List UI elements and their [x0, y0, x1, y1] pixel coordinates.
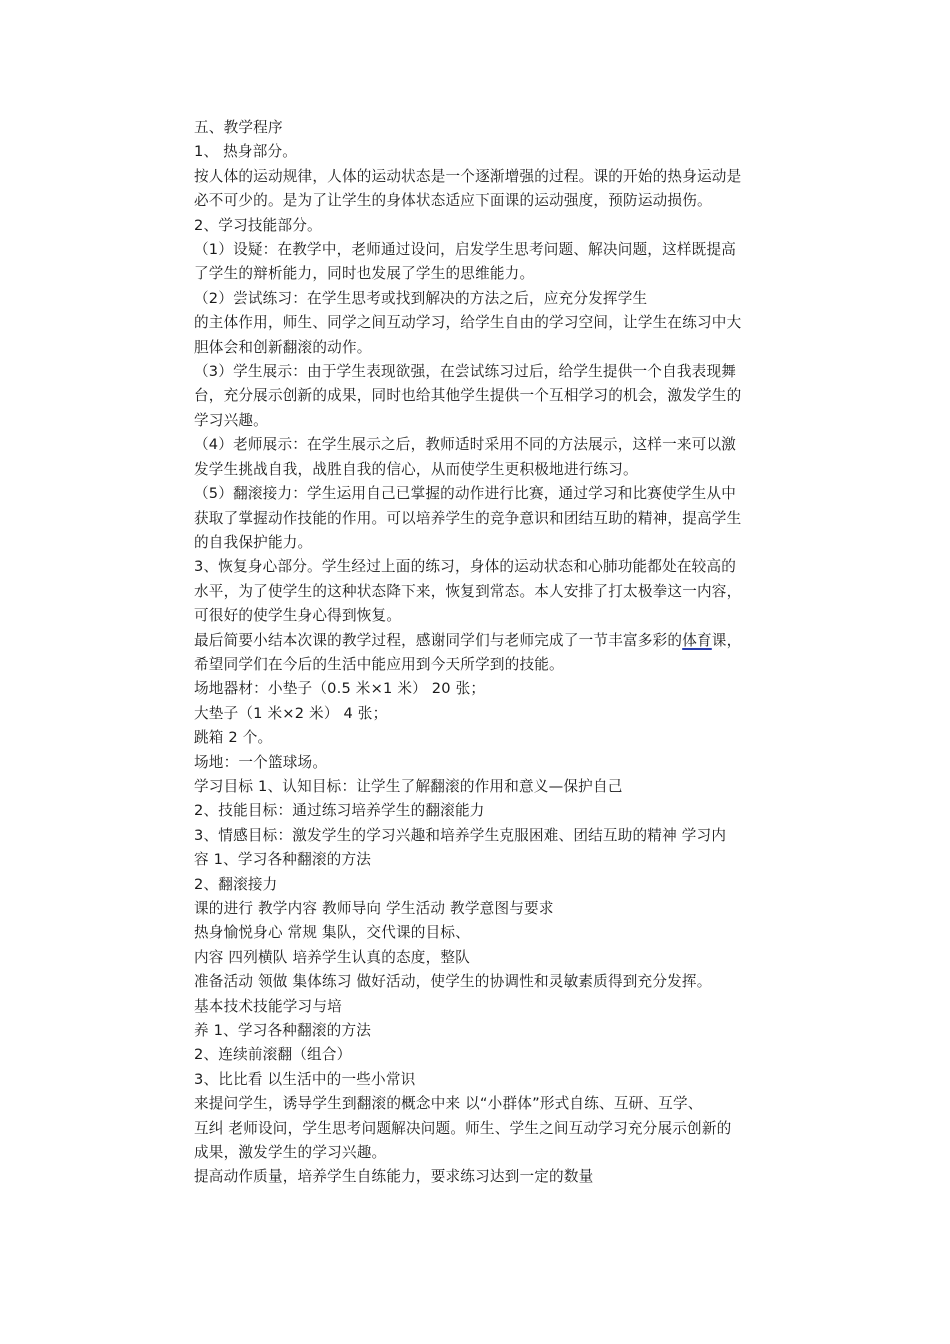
text-line: 学习目标 1、认知目标：让学生了解翻滚的作用和意义—保护自己 [194, 777, 623, 795]
text-line: 互纠 老师设问，学生思考问题解决问题。师生、学生之间互动学习充分展示创新的 [194, 1119, 732, 1137]
text-line: 场地：一个篮球场。 [194, 753, 328, 771]
text-line: 2、技能目标：通过练习培养学生的翻滚能力 [194, 802, 485, 820]
text-line: 成果，激发学生的学习兴趣。 [194, 1144, 387, 1162]
text-line: 3、恢复身心部分。学生经过上面的练习，身体的运动状态和心肺功能都处在较高的 [194, 558, 737, 576]
text-line: 的主体作用，师生、同学之间互动学习，给学生自由的学习空间，让学生在练习中大 [194, 314, 742, 332]
text-line: 五、教学程序 [194, 119, 283, 136]
text-line: 获取了掌握动作技能的作用。可以培养学生的竞争意识和团结互助的精神，提高学生 [194, 509, 742, 527]
text-line: 内容 四列横队 培养学生认真的态度，整队 [194, 948, 470, 966]
text-line: 按人体的运动规律，人体的运动状态是一个逐渐增强的过程。课的开始的热身运动是 [194, 167, 742, 185]
text-line: 跳箱 2 个。 [194, 729, 273, 747]
text-line: 场地器材：小垫子（0.5 米×1 米） 20 张； [194, 680, 486, 698]
text-line: 课的进行 教学内容 教师导向 学生活动 教学意图与要求 [194, 900, 554, 917]
text-line: 3、比比看 以生活中的一些小常识 [194, 1070, 416, 1088]
text-line: 来提问学生，诱导学生到翻滚的概念中来 以“小群体”形式自练、互研、互学、 [194, 1095, 703, 1113]
text-line: 大垫子（1 米×2 米） 4 张； [194, 704, 388, 722]
text-line: 可很好的使学生身心得到恢复。 [194, 607, 402, 625]
text-line: 准备活动 领做 集体练习 做好活动，使学生的协调性和灵敏素质得到充分发挥。 [194, 973, 712, 991]
text-line: 养 1、学习各种翻滚的方法 [194, 1022, 372, 1040]
document-body [194, 116, 810, 1190]
text-line: 胆体会和创新翻滚的动作。 [194, 338, 372, 356]
text-line: 希望同学们在今后的生活中能应用到今天所学到的技能。 [194, 655, 564, 673]
text-line: 2、学习技能部分。 [194, 216, 322, 234]
text-line: 2、连续前滚翻（组合） [194, 1046, 352, 1064]
text-line: 3、情感目标：激发学生的学习兴趣和培养学生克服困难、团结互助的精神 学习内 [194, 826, 727, 844]
text-line: 学习兴趣。 [194, 411, 268, 429]
text-line: 提高动作质量，培养学生自练能力，要求练习达到一定的数量 [194, 1168, 594, 1186]
text-line: 热身愉悦身心 常规 集队，交代课的目标、 [194, 924, 470, 942]
text-line: （3）学生展示：由于学生表现欲强，在尝试练习过后，给学生提供一个自我表现舞 [194, 363, 737, 381]
text-line: 的自我保护能力。 [194, 533, 313, 551]
text-line: 水平，为了使学生的这种状态降下来，恢复到常态。本人安排了打太极拳这一内容， [194, 582, 742, 600]
text-line: 台，充分展示创新的成果，同时也给其他学生提供一个互相学习的机会，激发学生的 [194, 387, 742, 405]
text-line: 2、翻滚接力 [194, 875, 278, 893]
text-line: 了学生的辩析能力，同时也发展了学生的思维能力。 [194, 265, 535, 283]
link-line-before: 最后简要小结本次课的教学过程，感谢同学们与老师完成了一节丰富多彩的 [194, 631, 683, 649]
text-line: 基本技术技能学习与培 [194, 997, 342, 1015]
link-line-after: 课， [711, 631, 742, 649]
text-line: （1）设疑：在教学中，老师通过设问，启发学生思考问题、解决问题，这样既提高 [194, 241, 737, 259]
text-line: 容 1、学习各种翻滚的方法 [194, 851, 372, 869]
text-line: （2）尝试练习：在学生思考或找到解决的方法之后，应充分发挥学生 [194, 289, 648, 307]
text-line: 发学生挑战自我，战胜自我的信心，从而使学生更积极地进行练习。 [194, 460, 638, 478]
text-line: （5）翻滚接力：学生运用自己已掌握的动作进行比赛，通过学习和比赛使学生从中 [194, 485, 737, 503]
text-line: 必不可少的。是为了让学生的身体状态适应下面课的运动强度，预防运动损伤。 [194, 192, 712, 210]
text-line: （4）老师展示：在学生展示之后，教师适时采用不同的方法展示，这样一来可以激 [194, 436, 737, 454]
text-line: 1、 热身部分。 [194, 143, 298, 161]
text-line-with-link [194, 629, 810, 653]
sports-link[interactable]: 体育 [682, 631, 712, 649]
